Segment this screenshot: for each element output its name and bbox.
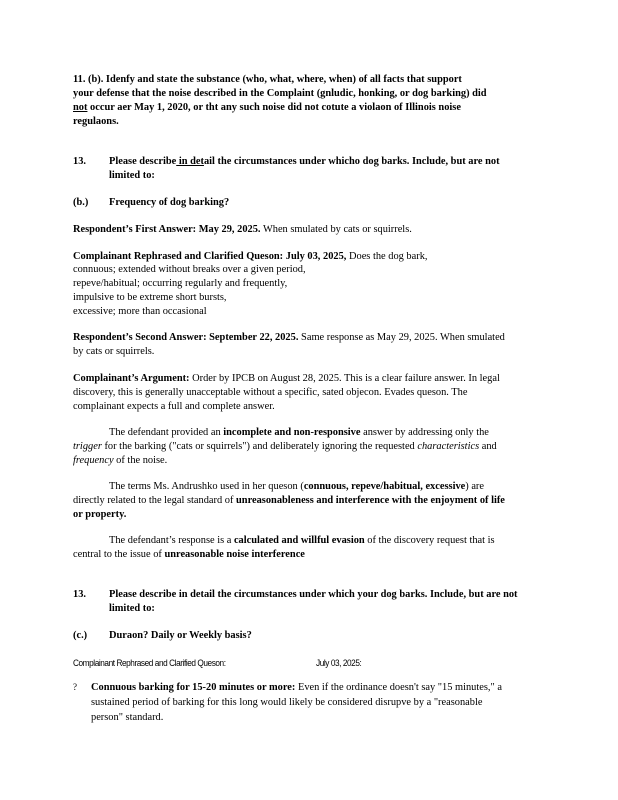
para2-bold: unreasonableness [236, 495, 314, 506]
bullet1-line-2: sustained period of barking for this long would likely be considered disrupve by a "reasonable [91, 697, 483, 708]
q13c-number: 13. [73, 589, 86, 600]
rephrase1-date: July 03, 2025, [285, 251, 347, 262]
respondent-second-answer [73, 331, 505, 344]
para1-line-1 [109, 426, 489, 439]
resp2-label: Respondent’s Second Answer: September 22, 2025. [73, 332, 299, 343]
q13-line-1-c: ail the circumstances under whicho dog barks. Include, but are not [203, 156, 500, 167]
para1-text: for the barking ("cats or squirrels") and deliberately ignoring the requested [101, 441, 418, 452]
para3-line-2 [73, 548, 305, 561]
bullet1-text: Even if the ordinance doesn't say "15 minutes," a [295, 682, 502, 693]
resp1-text: When smulated by cats or squirrels. [262, 224, 412, 235]
rephrase1-item: repeve/habitual; occurring regularly and frequently, [73, 278, 288, 289]
rephrase1-text: Does the dog bark, [349, 251, 428, 262]
sub-c-number: (c.) [73, 630, 88, 641]
para1-text: The defendant provided an [109, 427, 224, 438]
sub-c-heading: Duraon? Daily or Weekly basis? [109, 630, 252, 641]
para3-bold: calculated and willful evasion [233, 535, 365, 546]
para3-text: central to the issue of [73, 549, 165, 560]
para3-text: of the discovery request that is [364, 535, 495, 546]
resp1-label: Respondent’s First Answer: May 29, 2025. [73, 224, 261, 235]
q13-number: 13. [73, 156, 86, 167]
q13-line-1 [109, 155, 500, 168]
bullet-marker: ? [73, 682, 77, 692]
rephrase1-item: impulsive to be extreme short bursts, [73, 292, 227, 303]
argument-label: Complainant’s Argument: [73, 373, 190, 384]
bullet1-bold: Connuous barking for 15-20 minutes or more: [91, 682, 296, 693]
rephrase1-label: Complainant Rephrased and Clarified Queson: [73, 251, 284, 262]
para1-line-2 [73, 440, 497, 453]
q13-line-1-a: Please describe [109, 156, 177, 167]
q13c-line-2: limited to: [109, 603, 155, 614]
para1-text: and [479, 441, 497, 452]
para2-line-1 [109, 480, 484, 493]
para2-bold: connuous, repeve/habitual, excessive [303, 481, 466, 492]
bullet1-line-1 [91, 681, 502, 694]
para1-italic: characteristics [417, 441, 480, 452]
para2-text: The terms Ms. Andrushko used in her queson ( [109, 481, 304, 492]
q11-line-2: your defense that the noise described in the Complaint (gnludic, honking, or dog barking) did [73, 88, 487, 99]
argument-text: Order by IPCB on August 28, 2025. This is a clear failure answer. In legal [192, 373, 500, 384]
para1-line-3 [73, 454, 167, 467]
argument-line-3: complainant expects a full and complete answer. [73, 401, 275, 412]
argument-line-2: discovery, this is generally unacceptable without a specific, sated objecon. Evades queson. The [73, 387, 468, 398]
q11-line-3-rest: occur aer May 1, 2020, or tht any such noise did not cotute a violaon of Illinois noise [87, 102, 461, 113]
para1-text: of the noise. [113, 455, 168, 466]
argument-line-1 [73, 372, 500, 385]
para2-line-2 [73, 494, 505, 507]
para2-text: ) are [465, 481, 485, 492]
rephrase2-label: Complainant Rephrased and Clarified Queson: [73, 658, 226, 669]
para3-bold: unreasonable noise interference [164, 549, 305, 560]
para2-line-3: or property. [73, 509, 127, 520]
q11-not-underlined: not [73, 102, 88, 113]
para2-bold: interference with the enjoyment of life [335, 495, 505, 506]
respondent-first-answer [73, 223, 412, 236]
rephrase1-line [73, 250, 428, 263]
para1-bold: incomplete and non-responsive [223, 427, 361, 438]
para3-text: The defendant’s response is a [109, 535, 234, 546]
q11-line-3 [73, 101, 461, 114]
q13-line-1-underlined: in det [176, 156, 204, 167]
para1-italic: frequency [73, 455, 114, 466]
q11-line-4: regulaons. [73, 116, 119, 127]
para1-text: answer by addressing only the [360, 427, 489, 438]
bullet1-line-3: person" standard. [91, 712, 164, 723]
para1-italic: trigger [73, 441, 102, 452]
q13-line-2: limited to: [109, 170, 155, 181]
q11-line-1: 11. (b). Idenfy and state the substance (who, what, where, when) of all facts that support [73, 74, 462, 85]
sub-b-heading: Frequency of dog barking? [109, 197, 230, 208]
rephrase1-item: connuous; extended without breaks over a given period, [73, 264, 306, 275]
resp2-text: Same response as May 29, 2025. When smulated [301, 332, 505, 343]
q13c-line-1: Please describe in detail the circumstances under which your dog barks. Include, but are not [109, 589, 518, 600]
para2-text: directly related to the legal standard of [73, 495, 237, 506]
rephrase1-item: excessive; more than occasional [73, 306, 207, 317]
para3-line-1 [109, 534, 495, 547]
sub-b-number: (b.) [73, 197, 89, 208]
rephrase2-date: July 03, 2025: [316, 658, 362, 669]
para2-bold: and [313, 495, 336, 506]
resp2-line-2: by cats or squirrels. [73, 346, 155, 357]
